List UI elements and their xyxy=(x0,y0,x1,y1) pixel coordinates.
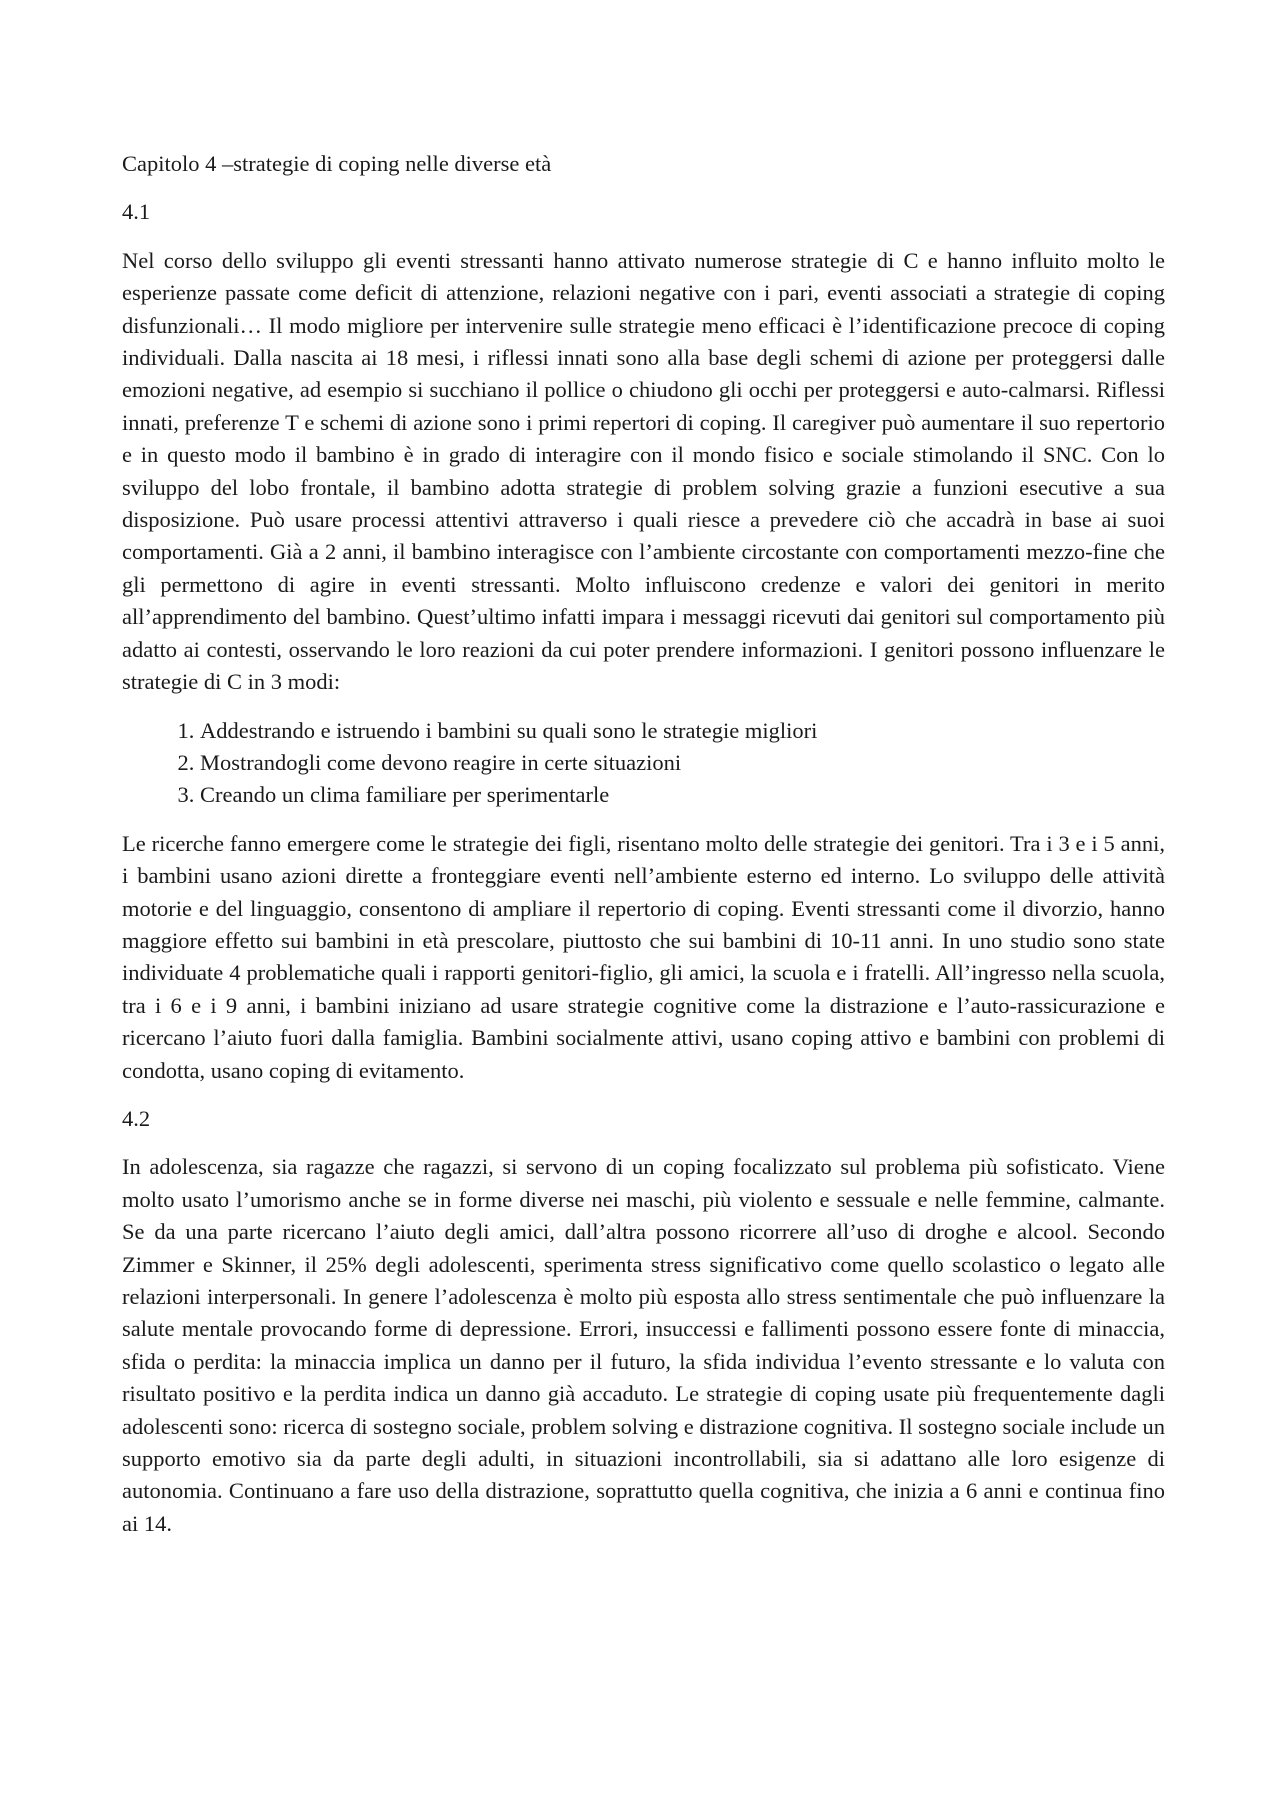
list-item: 2. Mostrandogli come devono reagire in certe situazioni xyxy=(200,747,1165,779)
list-item: 3. Creando un clima familiare per sperimentarle xyxy=(200,779,1165,811)
numbered-list xyxy=(122,715,1165,812)
section-number-4-2: 4.2 xyxy=(122,1105,151,1131)
document-page xyxy=(122,148,1165,1556)
section-number-4-1: 4.1 xyxy=(122,199,151,225)
list-item: 1. Addestrando e istruendo i bambini su quali sono le strategie migliori xyxy=(200,715,1165,747)
paragraph-4-1-intro: Nel corso dello sviluppo gli eventi stressanti hanno attivato numerose strategie di C e hanno influito molto le esperienze passate come deficit di attenzione, relazioni negative con i pari, eventi associati a strategie di coping disfunzionali… Il modo migliore per intervenire sulle strategie meno efficaci è l’identificazione precoce di coping individuali. Dalla nascita ai 18 mesi, i riflessi innati sono alla base degli schemi di azione per proteggersi dalle emozioni negative, ad esempio si succhiano il pollice o chiudono gli occhi per proteggersi e auto-calmarsi. Riflessi innati, preferenze T e schemi di azione sono i primi repertori di coping. Il caregiver può aumentare il suo repertorio e in questo modo il bambino è in grado di interagire con il mondo fisico e sociale stimolando il SNC. Con lo sviluppo del lobo frontale, il bambino adotta strategie di problem solving grazie a funzioni esecutive a sua disposizione. Può usare processi attentivi attraverso i quali riesce a prevedere ciò che accadrà in base ai suoi comportamenti. Già a 2 anni, il bambino interagisce con l’ambiente circostante con comportamenti mezzo-fine che gli permettono di agire in eventi stressanti. Molto influiscono credenze e valori dei genitori in merito all’apprendimento del bambino. Quest’ultimo infatti impara i messaggi ricevuti dai genitori sul comportamento più adatto ai contesti, osservando le loro reazioni da cui poter prendere informazioni. I genitori possono influenzare le strategie di C in 3 modi: xyxy=(122,247,1165,695)
chapter-heading: Capitolo 4 –strategie di coping nelle diverse età xyxy=(122,151,552,176)
paragraph-4-2-adolescence: In adolescenza, sia ragazze che ragazzi, si servono di un coping focalizzato sul problema più sofisticato. Viene molto usato l’umorismo anche se in forme diverse nei maschi, più violento e sessuale e nelle femmine, calmante. Se da una parte ricercano l’aiuto degli amici, dall’altra possono ricorrere all’uso di droghe e alcool. Secondo Zimmer e Skinner, il 25% degli adolescenti, sperimenta stress significativo come quello scolastico o legato alle relazioni interpersonali. In genere l’adolescenza è molto più esposta allo stress sentimentale che può influenzare la salute mentale provocando forme di depressione. Errori, insuccessi e fallimenti possono essere fonte di minaccia, sfida o perdita: la minaccia implica un danno per il futuro, la sfida individua l’evento stressante e lo valuta con risultato positivo e la perdita indica un danno già accaduto. Le strategie di coping usate più frequentemente dagli adolescenti sono: ricerca di sostegno sociale, problem solving e distrazione cognitiva. Il sostegno sociale include un supporto emotivo sia da parte degli adulti, in situazioni incontrollabili, sia si adattano alle loro esigenze di autonomia. Continuano a fare uso della distrazione, soprattutto quella cognitiva, che inizia a 6 anni e continua fino ai 14. xyxy=(122,1154,1165,1536)
paragraph-4-1-research: Le ricerche fanno emergere come le strategie dei figli, risentano molto delle strategie dei genitori. Tra i 3 e i 5 anni, i bambini usano azioni dirette a fronteggiare eventi nell’ambiente esterno ed interno. Lo sviluppo delle attività motorie e del linguaggio, consentono di ampliare il repertorio di coping. Eventi stressanti come il divorzio, hanno maggiore effetto sui bambini in età prescolare, piuttosto che sui bambini di 10-11 anni. In uno studio sono state individuate 4 problematiche quali i rapporti genitori-figlio, gli amici, la scuola e i fratelli. All’ingresso nella scuola, tra i 6 e i 9 anni, i bambini iniziano ad usare strategie cognitive come la distrazione e l’auto-rassicurazione e ricercano l’aiuto fuori dalla famiglia. Bambini socialmente attivi, usano coping attivo e bambini con problemi di condotta, usano coping di evitamento. xyxy=(122,830,1165,1083)
